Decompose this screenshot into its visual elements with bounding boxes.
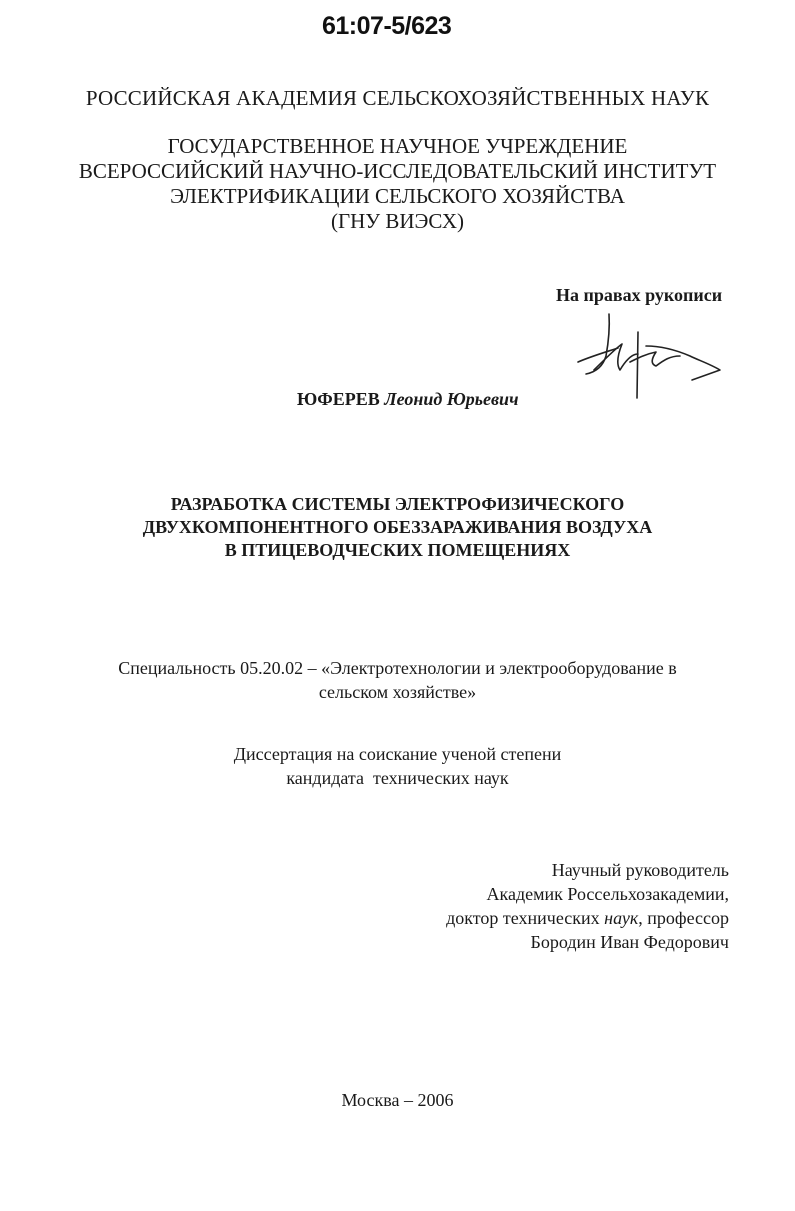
institution-line: ГОСУДАРСТВЕННОЕ НАУЧНОЕ УЧРЕЖДЕНИЕ xyxy=(167,134,628,158)
degree-line: кандидата технических наук xyxy=(286,768,509,788)
supervisor-degree-part: доктор технических xyxy=(446,908,605,928)
supervisor-title: Академик Россельхозакадемии, xyxy=(486,884,729,904)
institution-line: ВСЕРОССИЙСКИЙ НАУЧНО-ИССЛЕДОВАТЕЛЬСКИЙ ИНСТИТУТ xyxy=(78,159,717,183)
degree-block xyxy=(0,742,795,790)
signature-icon xyxy=(572,310,732,405)
archive-code: 61:07-5/623 xyxy=(322,12,452,40)
academy-name: РОССИЙСКАЯ АКАДЕМИЯ СЕЛЬСКОХОЗЯЙСТВЕННЫХ НАУК xyxy=(85,86,710,110)
institution-block xyxy=(0,134,795,234)
author-surname: ЮФЕРЕВ xyxy=(297,389,380,409)
rights-note: На правах рукописи xyxy=(556,285,723,305)
institution-abbreviation: (ГНУ ВИЭСХ) xyxy=(330,209,465,233)
specialty-line: Специальность 05.20.02 – «Электротехнологии и электрооборудование в xyxy=(118,658,677,678)
supervisor-degree-part: , профессор xyxy=(638,908,729,928)
dissertation-title xyxy=(0,493,795,562)
supervisor-role: Научный руководитель xyxy=(551,860,729,880)
institution-line: ЭЛЕКТРИФИКАЦИИ СЕЛЬСКОГО ХОЗЯЙСТВА xyxy=(170,184,625,208)
specialty-block xyxy=(0,656,795,704)
author-name xyxy=(297,389,519,410)
title-line: ДВУХКОМПОНЕНТНОГО ОБЕЗЗАРАЖИВАНИЯ ВОЗДУХА xyxy=(142,517,653,537)
supervisor-block xyxy=(446,858,729,954)
author-given-names: Леонид Юрьевич xyxy=(384,389,519,409)
specialty-line: сельском хозяйстве» xyxy=(318,682,477,702)
title-line: РАЗРАБОТКА СИСТЕМЫ ЭЛЕКТРОФИЗИЧЕСКОГО xyxy=(170,494,625,514)
supervisor-degree xyxy=(446,906,729,930)
title-line: В ПТИЦЕВОДЧЕСКИХ ПОМЕЩЕНИЯХ xyxy=(224,540,571,560)
degree-line: Диссертация на соискание ученой степени xyxy=(233,744,562,764)
supervisor-degree-part: наук xyxy=(604,908,639,928)
city-year: Москва – 2006 xyxy=(341,1090,454,1110)
supervisor-name: Бородин Иван Федорович xyxy=(530,932,729,952)
